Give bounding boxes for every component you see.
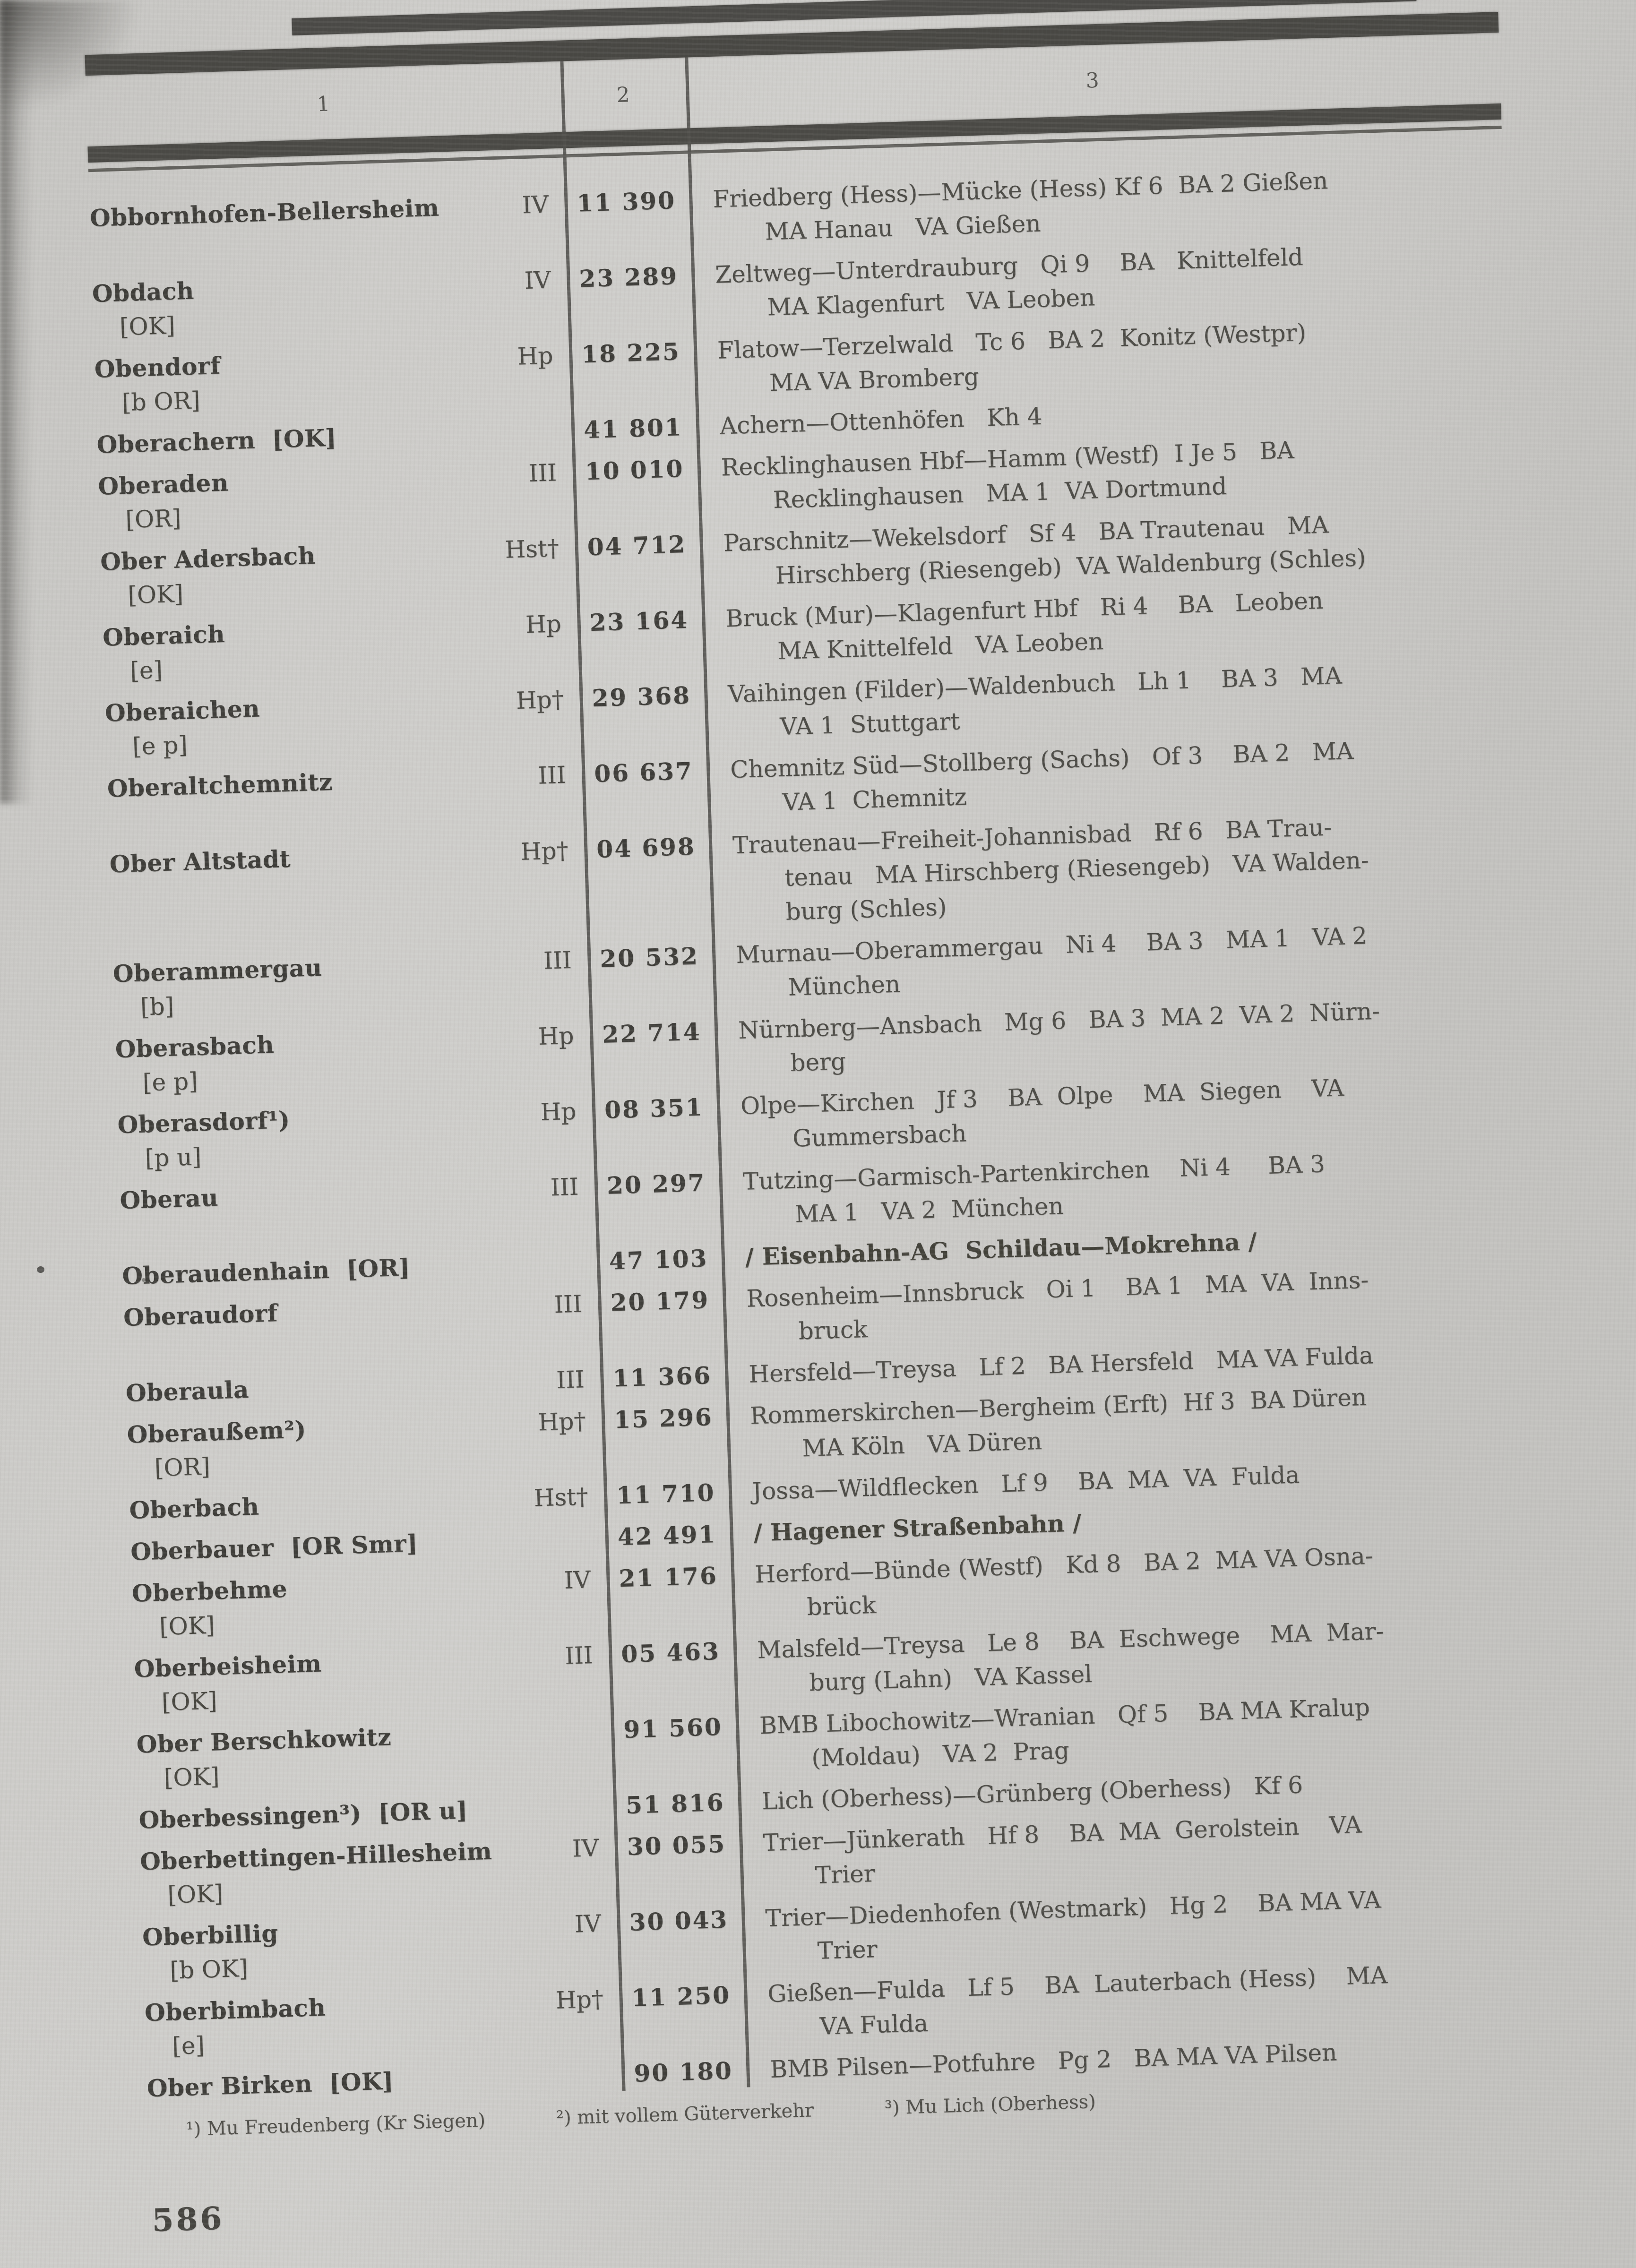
- station-class: III: [553, 1290, 583, 1319]
- route-line: Recklinghausen MA 1 VA Dortmund: [773, 472, 1228, 514]
- station-class: III: [556, 1366, 585, 1394]
- station-number: 51 816: [625, 1788, 725, 1820]
- route-line: Flatow—Terzelwald Tc 6 BA 2 Konitz (Westpr): [717, 318, 1307, 364]
- station-tag: [OK]: [167, 1880, 224, 1909]
- station-class: III: [550, 1173, 579, 1202]
- station-number: 20 179: [610, 1286, 710, 1317]
- column-header-3: 3: [1085, 68, 1101, 93]
- route-line: Achern—Ottenhöfen Kh 4: [719, 402, 1043, 440]
- station-name: Obdach: [92, 276, 195, 308]
- station-name: Oberaden: [97, 468, 229, 500]
- route-line: MA Köln VA Düren: [801, 1427, 1042, 1462]
- route-line: Friedberg (Hess)—Mücke (Hess) Kf 6 BA 2 Gießen: [712, 167, 1328, 213]
- station-number: 23 289: [578, 262, 679, 293]
- station-number: 91 560: [623, 1712, 723, 1744]
- station-name: Obbornhofen-Bellersheim: [89, 193, 440, 232]
- route-line: Hirschberg (Riesengeb) VA Waldenburg (Schles): [775, 544, 1367, 590]
- column-header-2: 2: [616, 82, 631, 107]
- station-name: Oberaudorf: [123, 1299, 278, 1332]
- station-class: Hp: [537, 1022, 575, 1050]
- route-line: MA Knittelfeld VA Leoben: [777, 627, 1104, 665]
- route-line: Recklinghausen Hbf—Hamm (Westf) I Je 5 BA: [720, 436, 1295, 481]
- route-line: Jossa—Wildflecken Lf 9 BA MA VA Fulda: [752, 1461, 1300, 1505]
- station-tag: [p u]: [145, 1143, 202, 1172]
- station-tag: [e]: [129, 656, 163, 685]
- station-number: 90 180: [633, 2056, 733, 2088]
- station-name: Oberaußem²): [126, 1415, 307, 1449]
- station-number: 06 637: [594, 756, 694, 788]
- route-line: Trier—Jünkerath Hf 8 BA MA Gerolstein VA: [762, 1811, 1362, 1857]
- station-class: IV: [524, 266, 551, 295]
- station-number: 15 296: [613, 1403, 714, 1434]
- route-line: Rommerskirchen—Bergheim (Erft) Hf 3 BA Düren: [749, 1383, 1367, 1430]
- station-number: 11 710: [616, 1478, 716, 1510]
- station-tag: [e p]: [142, 1067, 198, 1097]
- footnote-3: ³) Mu Lich (Oberhess): [884, 2091, 1096, 2119]
- station-name: Ober Birken [OK]: [146, 2067, 394, 2103]
- route-line: MA VA Bromberg: [769, 362, 980, 397]
- station-number: 41 801: [583, 413, 683, 444]
- station-name: Oberasdorf¹): [117, 1106, 291, 1139]
- route-line: VA 1 Chemnitz: [782, 783, 967, 816]
- station-class: Hp†: [520, 836, 569, 866]
- station-number: 21 176: [618, 1561, 718, 1593]
- route-line: / Hagener Straßenbahn /: [753, 1509, 1082, 1547]
- route-line: Trier—Diedenhofen (Westmark) Hg 2 BA MA VA: [765, 1886, 1382, 1933]
- column-header-1: 1: [316, 91, 332, 116]
- station-class: III: [537, 761, 567, 790]
- route-line: Vaihingen (Filder)—Waldenbuch Lh 1 BA 3 MA: [727, 662, 1343, 708]
- station-number: 29 368: [591, 681, 691, 713]
- station-name: Oberbeisheim: [134, 1649, 322, 1683]
- station-number: 30 055: [626, 1830, 727, 1861]
- station-number: 05 463: [620, 1637, 721, 1668]
- station-name: Oberaudenhain [OR]: [121, 1253, 411, 1290]
- route-line: Gießen—Fulda Lf 5 BA Lauterbach (Hess) MA: [767, 1961, 1388, 2008]
- station-name: Oberbauer [OR Smr]: [130, 1529, 418, 1566]
- station-class: IV: [563, 1566, 591, 1594]
- route-line: / Eisenbahn-AG Schildau—Mokrehna /: [744, 1227, 1257, 1271]
- route-line: Zeltweg—Unterdrauburg Qi 9 BA Knittelfeld: [715, 243, 1304, 289]
- station-tag: [OR]: [125, 504, 182, 534]
- station-number: 04 698: [596, 832, 696, 864]
- page-number: 586: [151, 2199, 225, 2239]
- route-line: burg (Schles): [785, 893, 947, 926]
- station-name: Oberbehme: [131, 1574, 288, 1607]
- station-name: Ober Adersbach: [100, 541, 316, 576]
- station-class: IV: [574, 1909, 602, 1938]
- station-tag: [b OR]: [121, 387, 201, 417]
- route-line: (Moldau) VA 2 Prag: [811, 1736, 1070, 1772]
- station-name: Oberbettingen-Hillesheim: [139, 1837, 493, 1876]
- route-line: bruck: [798, 1315, 868, 1345]
- station-number: 11 390: [576, 186, 676, 217]
- station-number: 10 010: [585, 455, 685, 486]
- route-line: Trier: [815, 1860, 876, 1889]
- route-line: VA Fulda: [819, 2009, 929, 2040]
- station-tag: [OK]: [159, 1611, 215, 1641]
- station-tag: [OK]: [127, 580, 184, 610]
- route-line: MA 1 VA 2 München: [794, 1192, 1064, 1228]
- station-tag: [OR]: [154, 1452, 211, 1482]
- station-number: 11 250: [631, 1981, 731, 2012]
- station-number: 11 366: [612, 1361, 712, 1392]
- station-class: Hst†: [504, 534, 560, 564]
- station-class: Hp†: [516, 686, 564, 715]
- station-tag: [e]: [172, 2031, 205, 2060]
- station-class: III: [543, 946, 572, 975]
- route-line: Rosenheim—Innsbruck Oi 1 BA 1 MA VA Inns-: [746, 1266, 1369, 1313]
- station-name: Obendorf: [94, 351, 221, 383]
- route-line: BMB Libochowitz—Wranian Qf 5 BA MA Kralup: [759, 1693, 1370, 1740]
- station-class: III: [528, 459, 557, 488]
- station-name: Oberaichen: [104, 694, 260, 727]
- station-name: Oberasbach: [114, 1031, 275, 1064]
- footnote-2: ²) mit vollem Güterverkehr: [556, 2099, 814, 2129]
- station-tag: [OK]: [164, 1762, 220, 1792]
- station-table: [85, 12, 1561, 2105]
- station-tag: [b]: [140, 992, 175, 1021]
- route-line: Trautenau—Freiheit-Johannisbad Rf 6 BA Trau-: [732, 813, 1332, 859]
- route-line: Parschnitz—Wekelsdorf Sf 4 BA Trautenau MA: [723, 511, 1329, 557]
- route-line: tenau MA Hirschberg (Riesengeb) VA Walden-: [784, 846, 1369, 892]
- station-tag: [b OK]: [169, 1954, 249, 1984]
- route-line: BMB Pilsen—Potfuhre Pg 2 BA MA VA Pilsen: [769, 2038, 1338, 2084]
- station-number: 18 225: [581, 337, 681, 369]
- route-line: Murnau—Oberammergau Ni 4 BA 3 MA 1 VA 2: [735, 922, 1368, 969]
- station-number: 20 532: [599, 942, 699, 973]
- station-class: Hp: [540, 1097, 577, 1126]
- route-line: MA Klagenfurt VA Leoben: [766, 284, 1096, 321]
- route-line: Chemnitz Süd—Stollberg (Sachs) Of 3 BA 2 MA: [730, 737, 1354, 784]
- station-class: Hp: [517, 342, 554, 370]
- station-number: 23 164: [589, 605, 689, 637]
- station-class: Hp†: [555, 1985, 604, 2014]
- route-line: Malsfeld—Treysa Le 8 BA Eschwege MA Mar-: [757, 1617, 1385, 1664]
- route-line: Herford—Bünde (Westf) Kd 8 BA 2 MA VA Osna-: [754, 1542, 1374, 1589]
- station-tag: [OK]: [161, 1687, 218, 1716]
- station-name: Oberachern [OK]: [96, 423, 337, 459]
- route-line: burg (Lahn) VA Kassel: [809, 1660, 1093, 1697]
- station-tag: [OK]: [119, 311, 176, 341]
- table-body: [88, 129, 1561, 2105]
- station-class: Hp†: [537, 1407, 586, 1436]
- route-line: Bruck (Mur)—Klagenfurt Hbf Ri 4 BA Leoben: [725, 586, 1324, 633]
- station-name: Oberaltchemnitz: [107, 768, 333, 803]
- route-line: Lich (Oberhess)—Grünberg (Oberhess) Kf 6: [761, 1771, 1303, 1815]
- station-number: 30 043: [629, 1905, 729, 1936]
- station-name: Oberbillig: [142, 1919, 279, 1951]
- route-line: VA 1 Stuttgart: [779, 707, 961, 741]
- station-class: IV: [572, 1834, 599, 1863]
- station-number: 20 297: [606, 1168, 706, 1200]
- route-line: Olpe—Kirchen Jf 3 BA Olpe MA Siegen VA: [740, 1074, 1344, 1120]
- route-line: berg: [790, 1048, 846, 1077]
- route-line: Gummersbach: [792, 1119, 967, 1152]
- station-name: Oberaula: [125, 1375, 250, 1407]
- station-class: III: [564, 1641, 594, 1670]
- station-number: 22 714: [602, 1017, 702, 1048]
- station-name: Ober Altstadt: [109, 844, 291, 878]
- station-number: 04 712: [586, 530, 687, 561]
- station-class: Hst†: [534, 1483, 589, 1512]
- footnote-1: ¹) Mu Freudenberg (Kr Siegen): [186, 2109, 486, 2140]
- station-class: IV: [521, 190, 549, 219]
- route-line: Tutzing—Garmisch-Partenkirchen Ni 4 BA 3: [742, 1150, 1326, 1195]
- station-name: Oberbessingen³) [OR u]: [138, 1796, 468, 1834]
- station-tag: [e p]: [132, 731, 188, 760]
- station-name: Oberbimbach: [144, 1993, 327, 2027]
- route-line: brück: [806, 1591, 877, 1621]
- route-line: Trier: [817, 1935, 878, 1965]
- station-number: 08 351: [604, 1093, 704, 1124]
- station-number: 42 491: [617, 1520, 717, 1551]
- route-line: MA Hanau VA Gießen: [764, 209, 1042, 246]
- station-name: Oberbach: [129, 1492, 260, 1524]
- station-name: Oberau: [119, 1183, 219, 1215]
- route-line: München: [787, 970, 901, 1001]
- route-line: Nürnberg—Ansbach Mg 6 BA 3 MA 2 VA 2 Nürn-: [738, 997, 1380, 1045]
- station-number: 47 103: [609, 1244, 709, 1275]
- station-name: Oberaich: [102, 619, 225, 652]
- station-name: Oberammergau: [112, 953, 323, 988]
- route-line: Hersfeld—Treysa Lf 2 BA Hersfeld MA VA Fulda: [748, 1341, 1374, 1388]
- station-name: Ober Berschkowitz: [136, 1723, 392, 1759]
- station-class: Hp: [525, 610, 562, 639]
